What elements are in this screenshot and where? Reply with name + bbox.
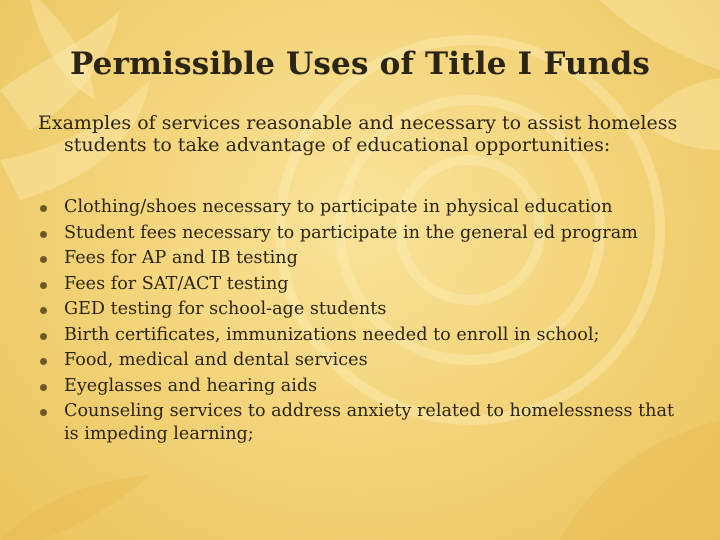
- bullet-icon: [40, 358, 47, 365]
- list-item-text: Eyeglasses and hearing aids: [64, 375, 318, 396]
- bullet-icon: [40, 231, 47, 238]
- list-item: [38, 247, 678, 270]
- list-item: [38, 349, 678, 372]
- list-item-text: Food, medical and dental services: [64, 350, 368, 370]
- list-item: [38, 273, 678, 296]
- list-item: [38, 324, 678, 347]
- list-item: [38, 222, 678, 245]
- bullet-icon: [40, 333, 47, 340]
- list-item-text: GED testing for school-age students: [64, 299, 387, 319]
- list-item-text: Counseling services to address anxiety related to homelessness that is impeding learning;: [64, 401, 675, 444]
- bullet-icon: [40, 384, 47, 391]
- list-item: [38, 298, 678, 321]
- intro-text: Examples of services reasonable and necessary to assist homeless students to take advantage of educational opportunities:: [38, 112, 678, 156]
- list-item-text: Student fees necessary to participate in the general ed program: [64, 222, 638, 243]
- list-item: [38, 375, 678, 398]
- bullet-icon: [40, 307, 47, 314]
- list-item-text: Birth certificates, immunizations needed to enroll in school;: [64, 324, 600, 345]
- bullet-list: [38, 196, 678, 448]
- bullet-icon: [40, 205, 47, 212]
- list-item-text: Fees for AP and IB testing: [64, 248, 298, 268]
- list-item-text: Fees for SAT/ACT testing: [64, 273, 289, 294]
- list-item-text: Clothing/shoes necessary to participate in physical education: [64, 197, 613, 217]
- list-item: [38, 196, 678, 219]
- slide-title: Permissible Uses of Title I Funds: [69, 46, 651, 82]
- bullet-icon: [40, 282, 47, 289]
- list-item: [38, 400, 678, 445]
- bullet-icon: [40, 256, 47, 263]
- bullet-icon: [40, 409, 47, 416]
